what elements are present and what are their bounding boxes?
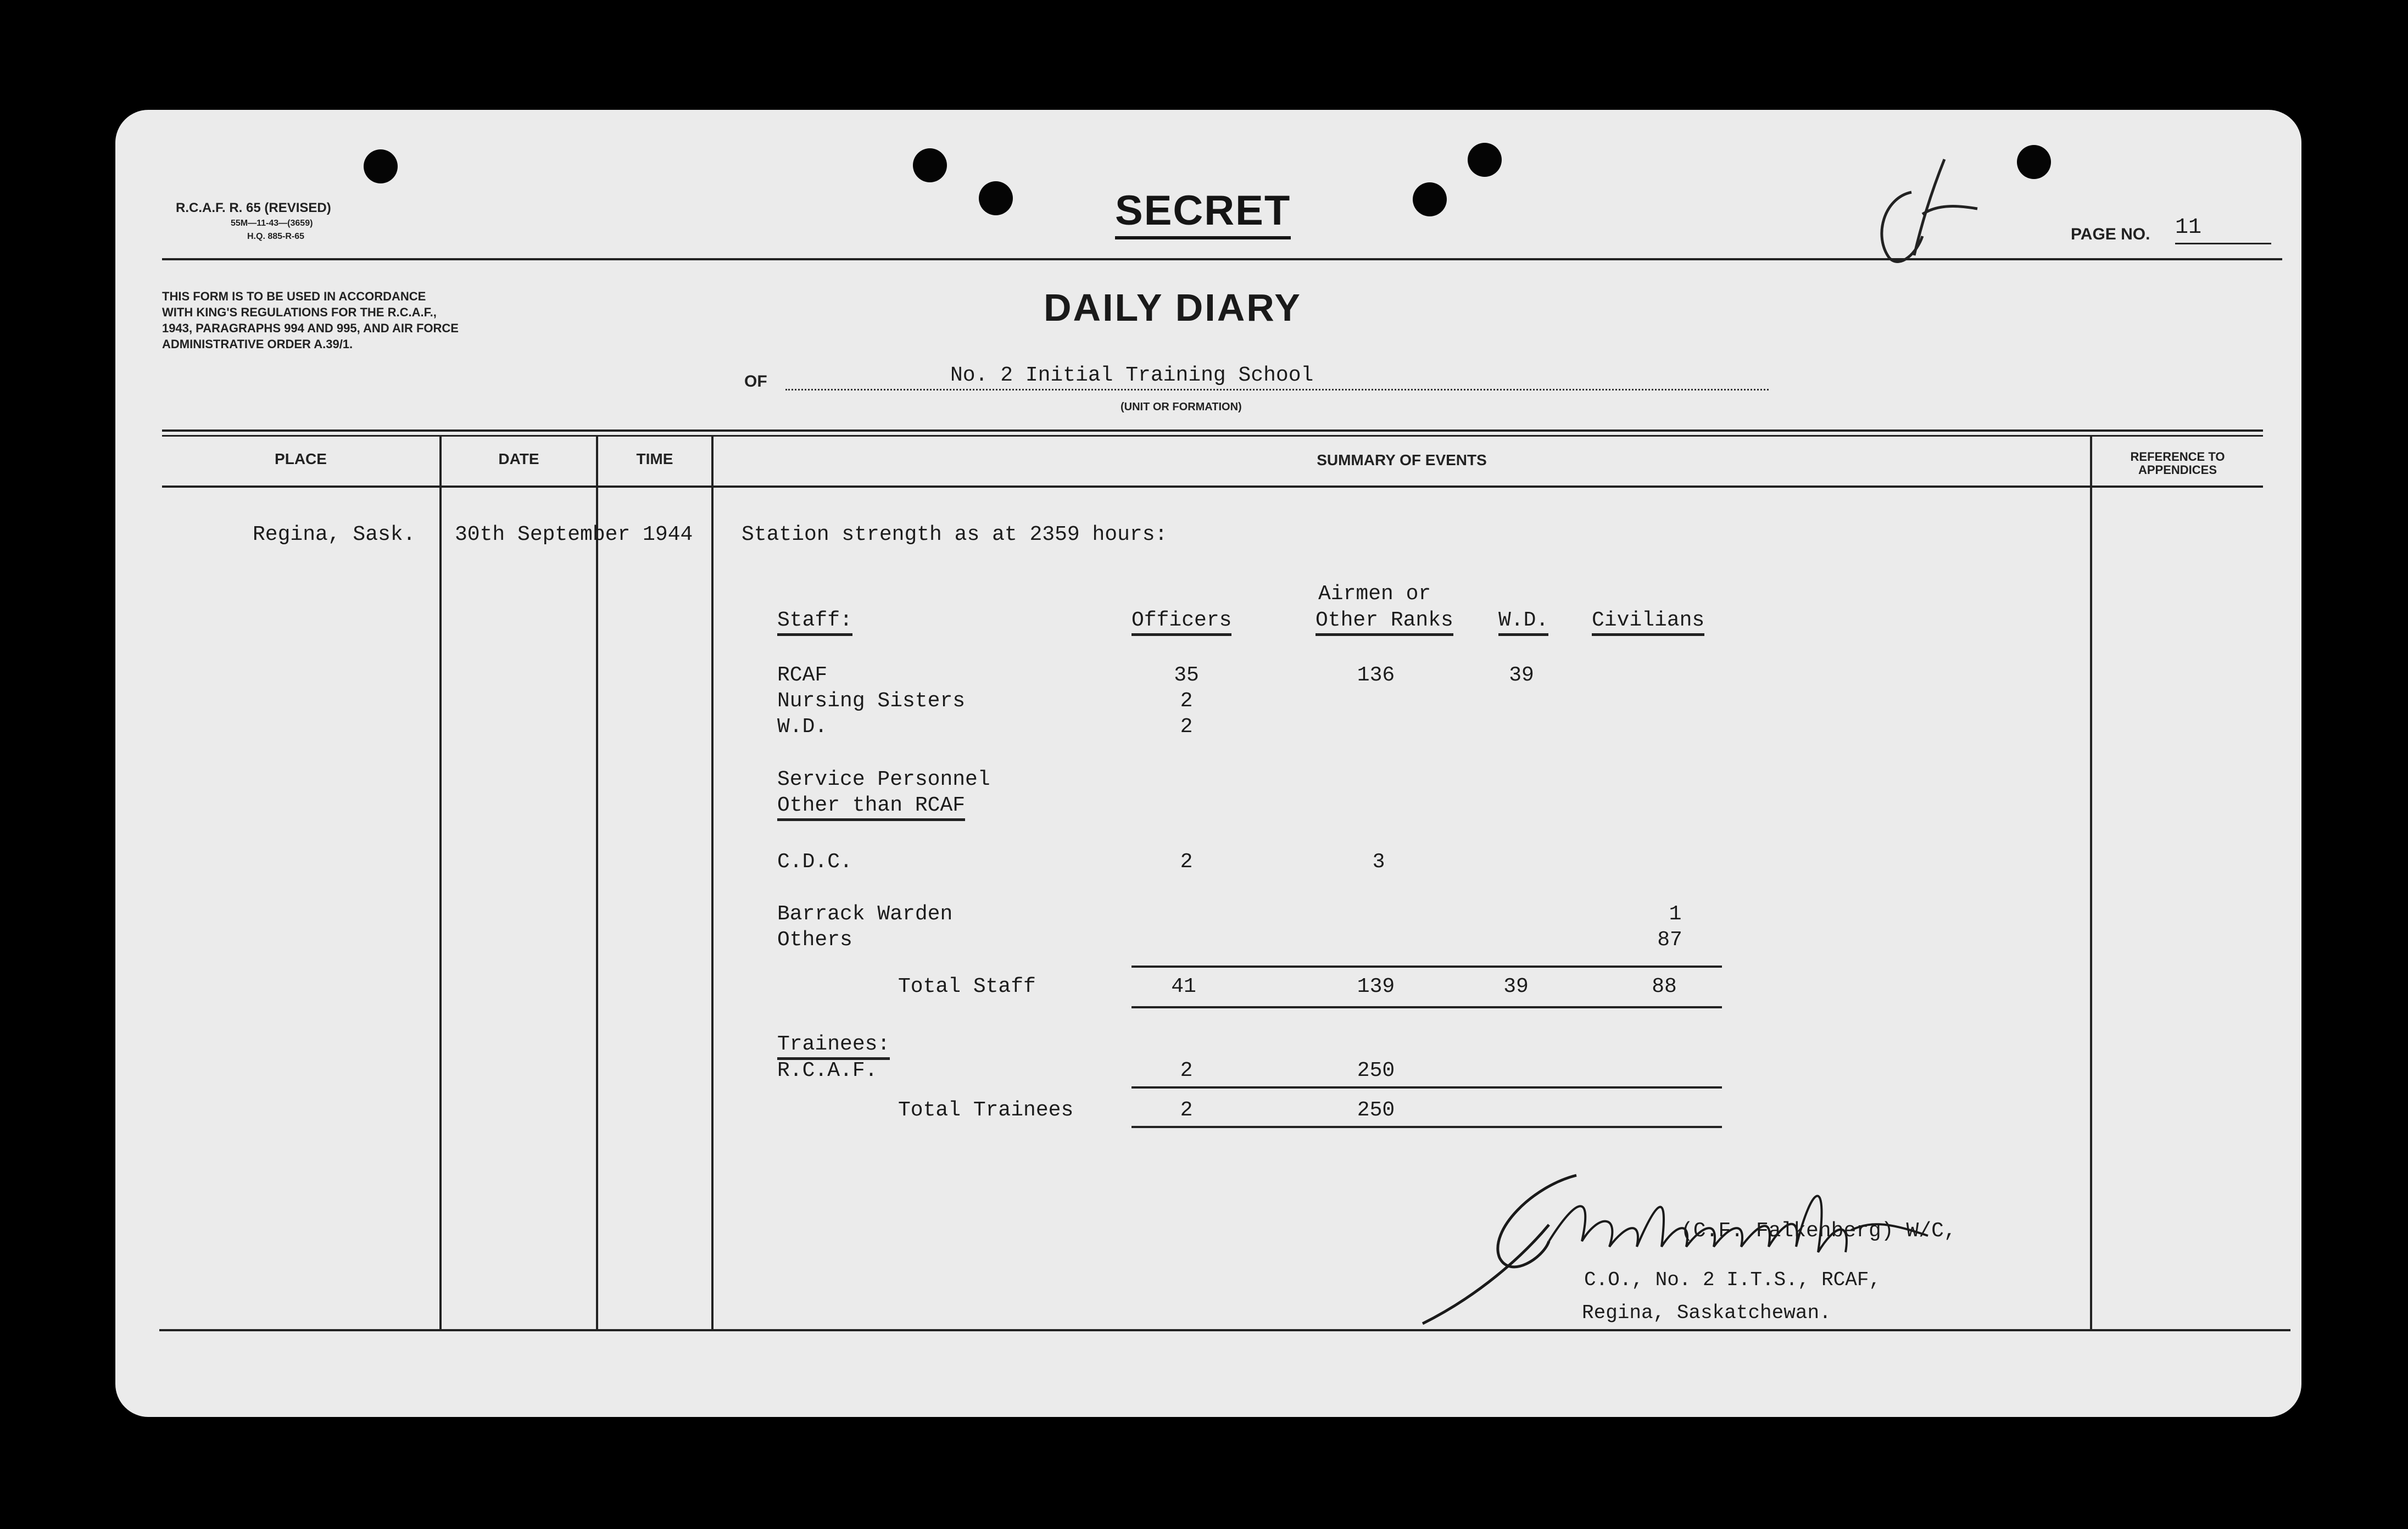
row-label: Barrack Warden [777, 902, 953, 926]
page-label: PAGE NO. [2071, 225, 2150, 243]
page-number: 11 [2175, 215, 2202, 240]
signature-location: Regina, Saskatchewan. [1582, 1302, 1831, 1324]
row-airmen: 250 [1357, 1059, 1395, 1082]
entry-date: 30th September 1944 [455, 523, 693, 546]
row-officers: 41 [1171, 975, 1196, 998]
diary-title: DAILY DIARY [1044, 286, 1302, 329]
row-civilians: 88 [1652, 975, 1677, 998]
form-instructions: THIS FORM IS TO BE USED IN ACCORDANCE WITH KING'S REGULATIONS FOR THE R.C.A.F., 1943, PARAGRAPHS 994 AND 995, AND AIR FORCE ADMINISTRATIVE ORDER A.39/1. [162, 289, 459, 351]
row-officers: 2 [1180, 850, 1193, 874]
row-label: R.C.A.F. [777, 1059, 878, 1082]
total-staff-top-rule [1131, 966, 1722, 968]
service-personnel-label-2: Other than RCAF [777, 794, 965, 817]
row-airmen: 250 [1357, 1098, 1395, 1122]
total-trainees-top-rule [1131, 1086, 1722, 1089]
row-airmen: 3 [1372, 850, 1385, 874]
header-officers: Officers [1131, 609, 1231, 632]
row-officers: 35 [1174, 663, 1199, 687]
header-civilians: Civilians [1592, 609, 1704, 632]
row-civilians: 87 [1657, 928, 1682, 952]
trainees-label: Trainees: [777, 1033, 890, 1056]
unit-caption: (UNIT OR FORMATION) [1121, 401, 1242, 413]
row-wd: 39 [1503, 975, 1529, 998]
header-rule [162, 258, 2282, 260]
staff-label: Staff: [777, 609, 852, 632]
signature-title: C.O., No. 2 I.T.S., RCAF, [1582, 1269, 1883, 1291]
page-number-line [2175, 243, 2271, 244]
column-divider-time [711, 437, 714, 1329]
header-wd: W.D. [1498, 609, 1548, 632]
table-top-rule [162, 429, 2263, 432]
row-label: C.D.C. [777, 850, 852, 874]
punch-hole [979, 181, 1013, 215]
column-header-time: TIME [636, 450, 673, 467]
row-airmen: 136 [1357, 663, 1395, 687]
table-header-rule [162, 486, 2263, 488]
handwritten-initials [1851, 154, 1994, 264]
diary-card [115, 110, 2301, 1417]
signature-name: (C.F. Falkenberg) W/C, [1681, 1219, 1956, 1243]
table-top-rule-2 [162, 435, 2263, 437]
form-print-code: 55M—11-43—(3659) [231, 219, 313, 228]
row-wd: 39 [1509, 663, 1534, 687]
row-label: W.D. [777, 715, 828, 739]
punch-hole [1413, 182, 1447, 216]
row-airmen: 139 [1357, 975, 1395, 998]
column-header-date: DATE [498, 450, 539, 467]
total-trainees-bottom-rule [1131, 1126, 1722, 1128]
header-airmen-line1: Airmen or [1318, 582, 1431, 606]
header-airmen-line2: Other Ranks [1316, 609, 1453, 632]
total-staff-bottom-rule [1131, 1006, 1722, 1008]
punch-hole [1468, 143, 1502, 177]
column-header-reference: REFERENCE TO APPENDICES [2130, 450, 2225, 477]
punch-hole [913, 148, 947, 182]
column-divider-date [596, 437, 598, 1329]
row-officers: 2 [1180, 1059, 1193, 1082]
form-hq-code: H.Q. 885-R-65 [247, 232, 305, 241]
entry-place: Regina, Sask. [253, 523, 416, 546]
of-label: OF [744, 372, 767, 390]
unit-line [785, 389, 1769, 390]
row-officers: 2 [1180, 1098, 1193, 1122]
punch-hole [2017, 145, 2051, 179]
row-label: Total Trainees [898, 1098, 1074, 1122]
row-civilians: 1 [1669, 902, 1682, 926]
column-header-summary: SUMMARY OF EVENTS [1317, 451, 1487, 468]
service-personnel-label-1: Service Personnel [777, 768, 990, 791]
row-label: RCAF [777, 663, 828, 687]
punch-hole [364, 149, 398, 183]
entry-intro: Station strength as at 2359 hours: [742, 523, 1168, 546]
row-officers: 2 [1180, 715, 1193, 739]
column-divider-place [439, 437, 442, 1329]
row-label: Others [777, 928, 852, 952]
bottom-rule [159, 1329, 2290, 1331]
form-code: R.C.A.F. R. 65 (REVISED) [176, 200, 331, 215]
row-label: Total Staff [898, 975, 1036, 998]
classification-stamp: SECRET [1115, 187, 1291, 235]
column-header-place: PLACE [275, 450, 327, 467]
row-label: Nursing Sisters [777, 689, 966, 713]
row-officers: 2 [1180, 689, 1193, 713]
unit-name: No. 2 Initial Training School [950, 364, 1314, 387]
